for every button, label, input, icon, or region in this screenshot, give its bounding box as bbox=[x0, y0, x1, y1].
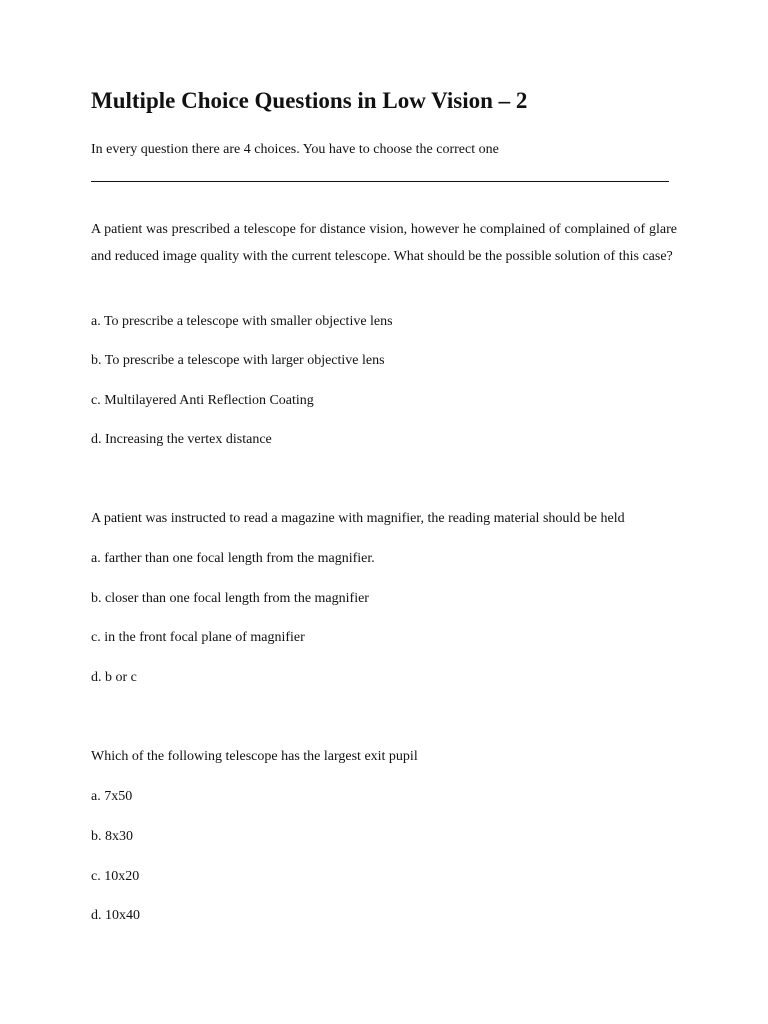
question-3-option-c: c. 10x20 bbox=[91, 869, 140, 884]
question-2-option-c: c. in the front focal plane of magnifier bbox=[91, 630, 305, 645]
question-3-option-d: d. 10x40 bbox=[91, 908, 140, 923]
question-1-option-a: a. To prescribe a telescope with smaller objective lens bbox=[91, 314, 393, 329]
question-1-option-c: c. Multilayered Anti Reflection Coating bbox=[91, 393, 314, 408]
question-2-option-b: b. closer than one focal length from the magnifier bbox=[91, 591, 369, 606]
question-3-text: Which of the following telescope has the largest exit pupil bbox=[91, 749, 418, 764]
question-2-text: A patient was instructed to read a magazine with magnifier, the reading material should be held bbox=[91, 511, 625, 526]
question-2-option-d: d. b or c bbox=[91, 670, 137, 685]
question-1-option-b: b. To prescribe a telescope with larger objective lens bbox=[91, 353, 385, 368]
question-1-text: A patient was prescribed a telescope for distance vision, however he complained of complained of glare and reduced image quality with the current telescope. What should be the possible solution of this case? bbox=[91, 222, 677, 264]
question-3-option-a: a. 7x50 bbox=[91, 789, 133, 804]
instructions-text: In every question there are 4 choices. You have to choose the correct one bbox=[91, 142, 499, 157]
question-3-option-b: b. 8x30 bbox=[91, 829, 133, 844]
question-2-option-a: a. farther than one focal length from the magnifier. bbox=[91, 551, 375, 566]
question-1-option-d: d. Increasing the vertex distance bbox=[91, 432, 272, 447]
horizontal-rule bbox=[91, 181, 669, 182]
page-title: Multiple Choice Questions in Low Vision – 2 bbox=[91, 88, 528, 113]
